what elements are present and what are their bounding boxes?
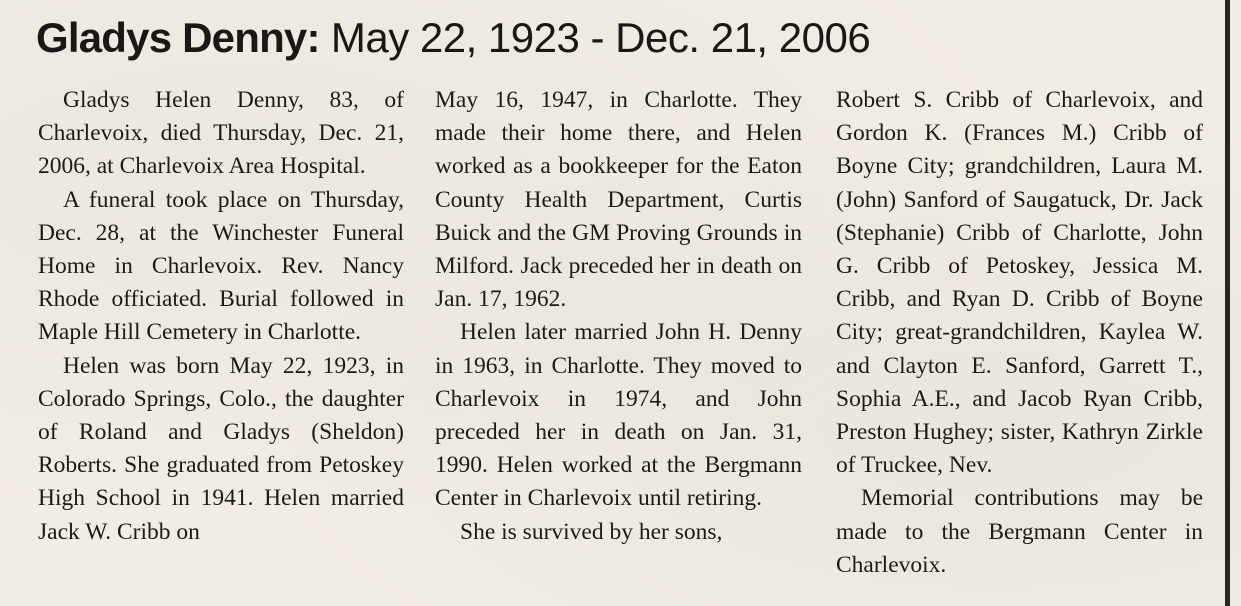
paragraph: Memorial contributions may be made to the Bergmann Center in Charlevoix. <box>836 485 1203 578</box>
text-column-3 <box>836 84 1203 582</box>
paragraph: May 16, 1947, in Charlotte. They made their home there, and Helen worked as a bookkeeper for the Eaton County Health Department, Curtis Buick and the GM Proving Grounds in Milford. Jack preceded her in death on Jan. 17, 1962. <box>435 87 802 313</box>
paragraph: Gladys Helen Denny, 83, of Charlevoix, died Thursday, Dec. 21, 2006, at Charlevoix Area Hospital. <box>38 87 404 180</box>
headline-dates: May 22, 1923 - Dec. 21, 2006 <box>330 14 871 61</box>
column-rule <box>1225 0 1230 606</box>
paragraph: A funeral took place on Thursday, Dec. 28, at the Winchester Funeral Home in Charlevoix. Rev. Nancy Rhode officiated. Burial followed in Maple Hill Cemetery in Charlotte. <box>38 186 404 346</box>
text-column-2 <box>435 84 802 549</box>
paragraph: Robert S. Cribb of Charlevoix, and Gordon K. (Frances M.) Cribb of Boyne City; grandchildren, Laura M. (John) Sanford of Saugatuck, Dr. Jack (Stephanie) Cribb of Charlotte, John G. Cribb of Petoskey, Jessica M. Cribb, and Ryan D. Cribb of Boyne City; great-grandchildren, Kaylea W. and Clayton E. Sanford, Garrett T., Sophia A.E., and Jacob Ryan Cribb, Preston Hughey; sister, Kathryn Zirkle of Truckee, Nev. <box>836 87 1203 479</box>
obituary-headline <box>36 8 870 68</box>
headline-name: Gladys Denny: <box>36 14 320 61</box>
text-column-1 <box>38 84 404 549</box>
paragraph: She is survived by her sons, <box>460 518 723 545</box>
paragraph: Helen later married John H. Denny in 1963, in Charlotte. They moved to Charlevoix in 1974, and John preceded her in death on Jan. 31, 1990. Helen worked at the Bergmann Center in Charlevoix until retiring. <box>435 319 802 512</box>
paragraph: Helen was born May 22, 1923, in Colorado Springs, Colo., the daughter of Roland and Gladys (Sheldon) Roberts. She graduated from Petoskey High School in 1941. Helen married Jack W. Cribb on <box>38 352 404 545</box>
